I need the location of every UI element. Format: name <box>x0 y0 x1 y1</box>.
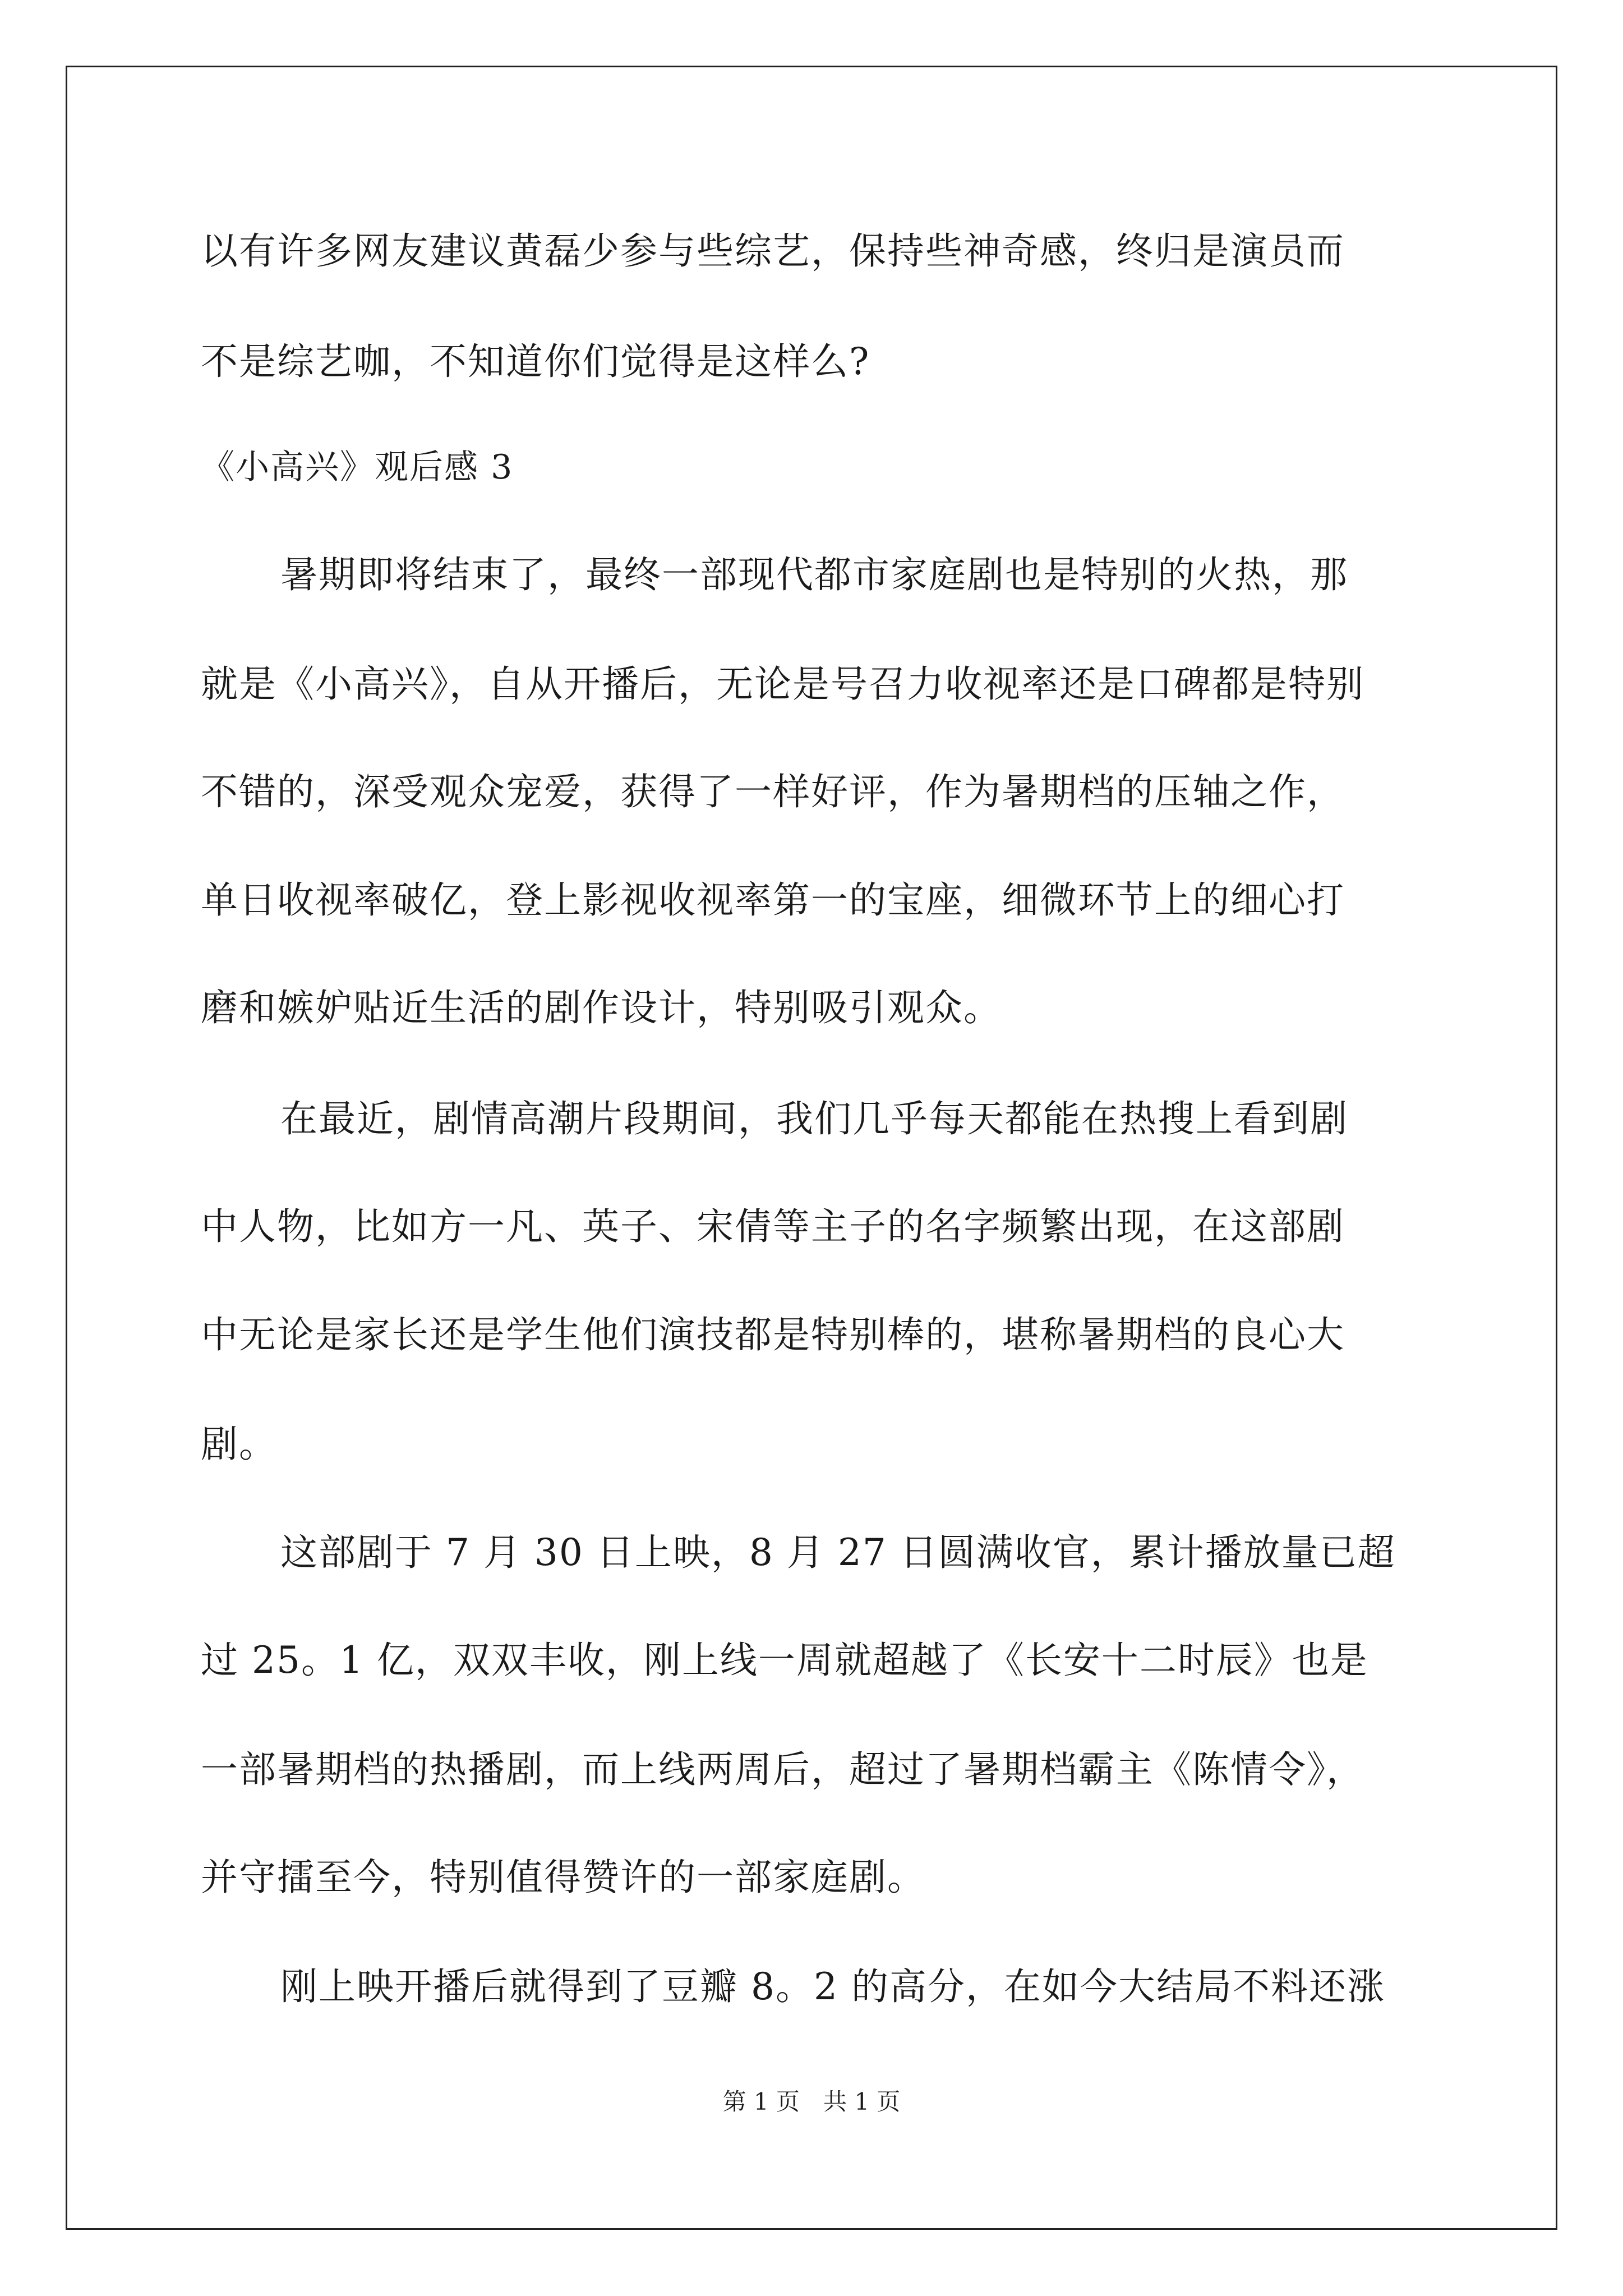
text-line: 中无论是家长还是学生他们演技都是特别棒的，堪称暑期档的良心大 <box>201 1313 1345 1356</box>
text-line: 就是《小高兴》，自从开播后，无论是号召力收视率还是口碑都是特别 <box>201 662 1364 706</box>
text-line: 不是综艺咖，不知道你们觉得是这样么? <box>201 340 870 383</box>
text-line: 磨和嫉妒贴近生活的剧作设计，特别吸引观众。 <box>201 986 1002 1029</box>
section-heading: 《小高兴》观后感 3 <box>201 448 514 487</box>
page-border <box>66 66 1557 2230</box>
paragraph-start-line: 在最近，剧情高潮片段期间，我们几乎每天都能在热搜上看到剧 <box>280 1097 1348 1140</box>
page-footer: 第 1 页 共 1 页 <box>722 2088 901 2115</box>
text-line: 以有许多网友建议黄磊少参与些综艺，保持些神奇感，终归是演员而 <box>201 229 1345 273</box>
paragraph-start-line: 这部剧于 7 月 30 日上映，8 月 27 日圆满收官，累计播放量已超 <box>280 1531 1396 1574</box>
paragraph-start-line: 刚上映开播后就得到了豆瓣 8。2 的高分，在如今大结局不料还涨 <box>280 1965 1385 2008</box>
paragraph-start-line: 暑期即将结束了，最终一部现代都市家庭剧也是特别的火热，那 <box>280 553 1348 596</box>
text-line: 单日收视率破亿，登上影视收视率第一的宝座，细微环节上的细心打 <box>201 878 1345 922</box>
text-line: 一部暑期档的热播剧，而上线两周后，超过了暑期档霸主《陈情令》， <box>201 1748 1364 1791</box>
text-line: 剧。 <box>201 1423 277 1466</box>
text-line: 过 25。1 亿，双双丰收，刚上线一周就超越了《长安十二时辰》也是 <box>201 1639 1368 1682</box>
text-line: 中人物，比如方一凡、英子、宋倩等主子的名字频繁出现，在这部剧 <box>201 1205 1345 1248</box>
text-line: 并守擂至今，特别值得赞许的一部家庭剧。 <box>201 1856 925 1899</box>
text-line: 不错的，深受观众宠爱，获得了一样好评，作为暑期档的压轴之作， <box>201 770 1345 813</box>
